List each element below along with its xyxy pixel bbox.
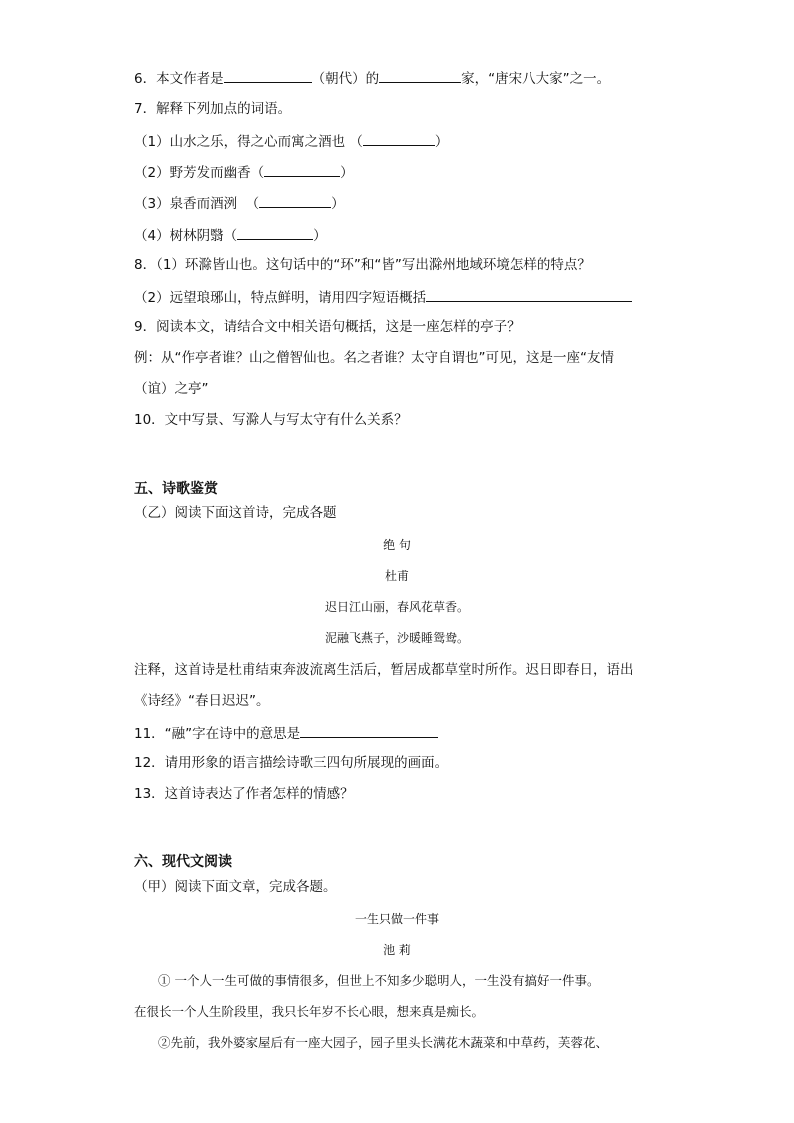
item-text: （1）山水之乐，得之心而寓之酒也 （ [134, 134, 363, 150]
article-paragraph-1-cont: 在很长一个人生阶段里，我只长年岁不长心眼，想来真是痴长。 [134, 1004, 485, 1019]
question-6 [134, 68, 610, 88]
question-11 [134, 723, 438, 743]
item-end: ） [340, 165, 354, 181]
poem-author: 杜甫 [384, 569, 409, 583]
question-7-item [134, 225, 327, 245]
section-5-intro: （乙）阅读下面这首诗，完成各题 [134, 505, 337, 521]
q6-text-b: （朝代）的 [311, 71, 380, 87]
question-12: 12．请用形象的语言描绘诗歌三四句所展现的画面。 [134, 755, 449, 771]
article-author: 池 莉 [383, 943, 411, 957]
item-end: ） [434, 134, 449, 150]
question-9-stem: 9．阅读本文，请结合文中相关语句概括，这是一座怎样的亭子？ [134, 319, 521, 335]
poem-note-1: 注释，这首诗是杜甫结束奔波流离生活后，暂居成都草堂时所作。迟日即春日，语出 [134, 662, 634, 678]
article-paragraph-2: ②先前，我外婆家屋后有一座大园子，园子里头长满花木蔬菜和中草药，芙蓉花、 [158, 1035, 609, 1050]
answer-blank[interactable] [224, 68, 312, 83]
question-7-item [134, 131, 448, 151]
answer-blank[interactable] [300, 723, 438, 738]
question-7-item [134, 162, 354, 182]
question-10: 10．文中写景、写滁人与写太守有什么关系？ [134, 412, 408, 428]
poem-note-2: 《诗经》“春日迟迟”。 [134, 693, 270, 709]
question-7-stem: 7．解释下列加点的词语。 [134, 101, 292, 117]
answer-blank[interactable] [426, 287, 632, 302]
section-6-intro: （甲）阅读下面文章，完成各题。 [134, 879, 337, 895]
section-6-title: 六、现代文阅读 [134, 854, 232, 870]
item-end: ） [331, 196, 345, 212]
answer-blank[interactable] [379, 68, 461, 83]
article-paragraph-1: ① 一个人一生可做的事情很多，但世上不知多少聪明人，一生没有搞好一件事。 [158, 973, 600, 988]
poem-line-2: 泥融飞燕子，沙暖睡鸳鸯。 [324, 631, 469, 645]
question-9-example-cont: （谊）之亭” [134, 381, 209, 397]
answer-blank[interactable] [264, 162, 340, 177]
article-title: 一生只做一件事 [354, 912, 439, 926]
item-text: （2）野芳发而幽香（ [134, 165, 265, 181]
poem-line-1: 迟日江山丽，春风花草香。 [324, 600, 469, 614]
answer-blank[interactable] [259, 193, 331, 208]
question-9-example: 例：从“作亭者谁？山之僧智仙也。名之者谁？太守自谓也”可见，这是一座“友情 [134, 350, 614, 366]
q6-text-a: 6．本文作者是 [134, 71, 224, 87]
answer-blank[interactable] [363, 131, 435, 146]
answer-blank[interactable] [237, 225, 313, 240]
question-7-item [134, 193, 345, 213]
q6-text-c: 家，“唐宋八大家”之一。 [461, 71, 611, 87]
q8-p2-text: （2）远望琅琊山，特点鲜明，请用四字短语概括 [134, 290, 427, 306]
item-text: （4）树林阴翳（ [134, 228, 238, 244]
poem-title: 绝 句 [383, 538, 411, 552]
section-5-title: 五、诗歌鉴赏 [134, 481, 218, 497]
question-8-part-2 [134, 287, 632, 307]
item-end: ） [313, 228, 327, 244]
question-13: 13．这首诗表达了作者怎样的情感？ [134, 786, 354, 802]
question-8-part-1: 8．（1）环滁皆山也。这句话中的“环”和“皆”写出滁州地域环境怎样的特点？ [134, 257, 591, 273]
item-text: （3）泉香而酒洌 （ [134, 196, 260, 212]
q11-text: 11．“融”字在诗中的意思是 [134, 726, 301, 742]
